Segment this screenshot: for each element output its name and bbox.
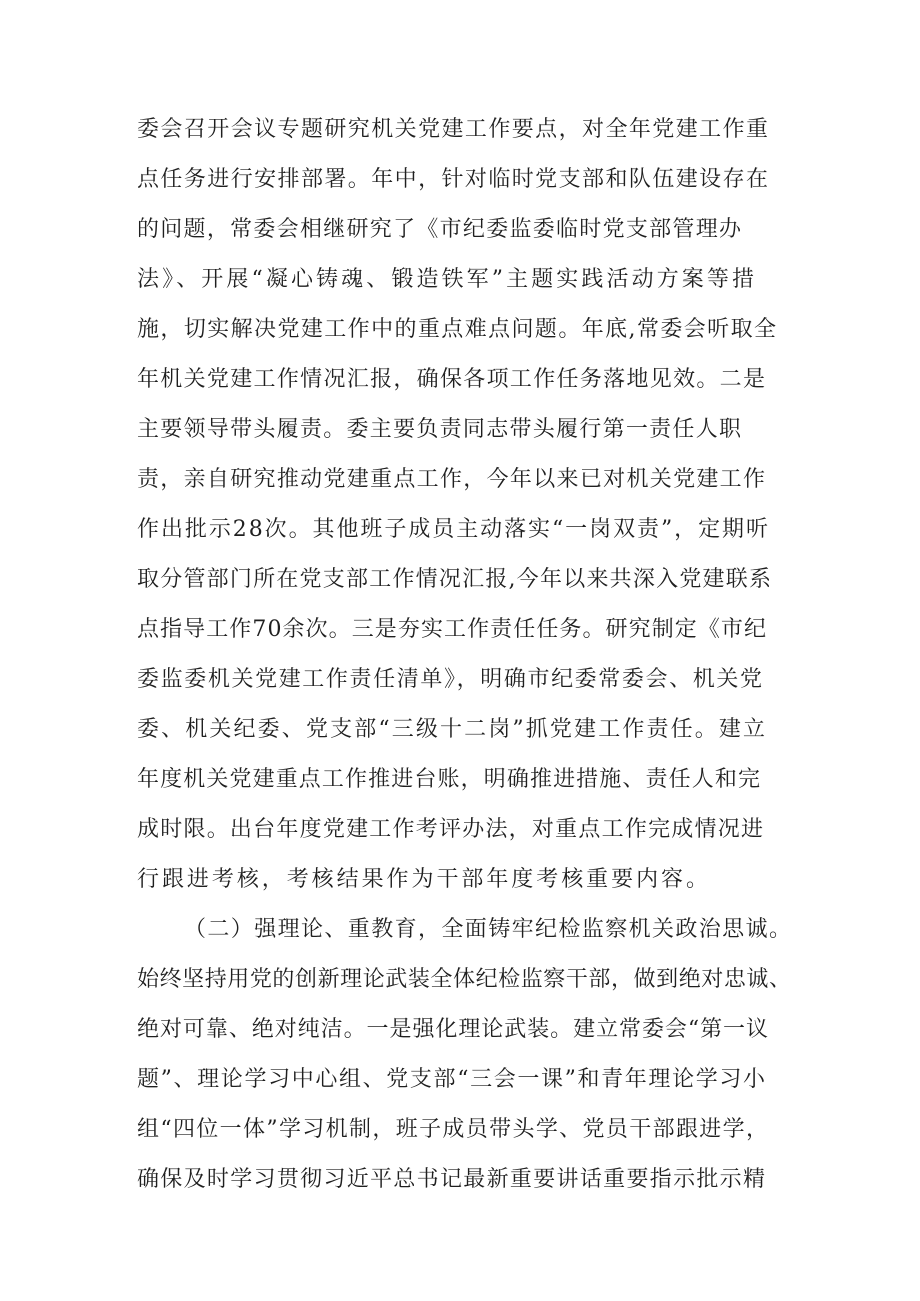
text-line-11: 点指导工作70余次。三是夯实工作责任任务。研究制定《市纪: [137, 617, 768, 642]
text-line-08: 责，亲自研究推动党建重点工作，今年以来已对机关党建工作: [137, 467, 767, 492]
text-line-01: 委会召开会议专题研究机关党建工作要点，对全年党建工作重: [137, 117, 770, 142]
text-line-16: 行跟进考核，考核结果作为干部年度考核重要内容。: [137, 867, 711, 892]
text-line-09: 作出批示28次。其他班子成员主动落实“一岗双责”，定期听: [137, 517, 770, 542]
text-line-22: 确保及时学习贯彻习近平总书记最新重要讲话重要指示批示精: [137, 1167, 767, 1192]
text-line-07: 主要领导带头履责。委主要负责同志带头履行第一责任人职: [137, 417, 743, 442]
text-line-21: 组“四位一体”学习机制，班子成员带头学、党员干部跟进学，: [137, 1117, 770, 1142]
text-line-05: 施，切实解决党建工作中的重点难点问题。年底,常委会听取全: [137, 317, 778, 342]
text-line-03: 的问题，常委会相继研究了《市纪委监委临时党支部管理办: [137, 217, 743, 242]
text-line-20: 题”、理论学习中心组、党支部“三会一课”和青年理论学习小: [137, 1067, 767, 1092]
text-line-14: 年度机关党建重点工作推进台账，明确推进措施、责任人和完: [137, 767, 762, 792]
text-line-02: 点任务进行安排部署。年中，针对临时党支部和队伍建设存在: [137, 167, 770, 192]
text-line-13: 委、机关纪委、党支部“三级十二岗”抓党建工作责任。建立: [137, 717, 768, 742]
text-line-06: 年机关党建工作情况汇报，确保各项工作任务落地见效。二是: [137, 367, 767, 392]
text-line-19: 绝对可靠、绝对纯洁。一是强化理论武装。建立常委会“第一议: [137, 1017, 769, 1042]
text-line-17: （二）强理论、重教育，全面铸牢纪检监察机关政治思诚。: [184, 917, 793, 942]
text-line-04: 法》、开展“凝心铸魂、锻造铁军”主题实践活动方案等措: [137, 267, 758, 292]
text-line-18: 始终坚持用党的创新理论武装全体纪检监察干部，做到绝对忠诚、: [137, 967, 792, 992]
text-line-15: 成时限。出台年度党建工作考评办法，对重点工作完成情况进: [137, 817, 765, 842]
text-line-12: 委监委机关党建工作责任清单》，明确市纪委常委会、机关党: [137, 667, 764, 692]
text-line-10: 取分管部门所在党支部工作情况汇报,今年以来共深入党建联系: [137, 567, 773, 592]
